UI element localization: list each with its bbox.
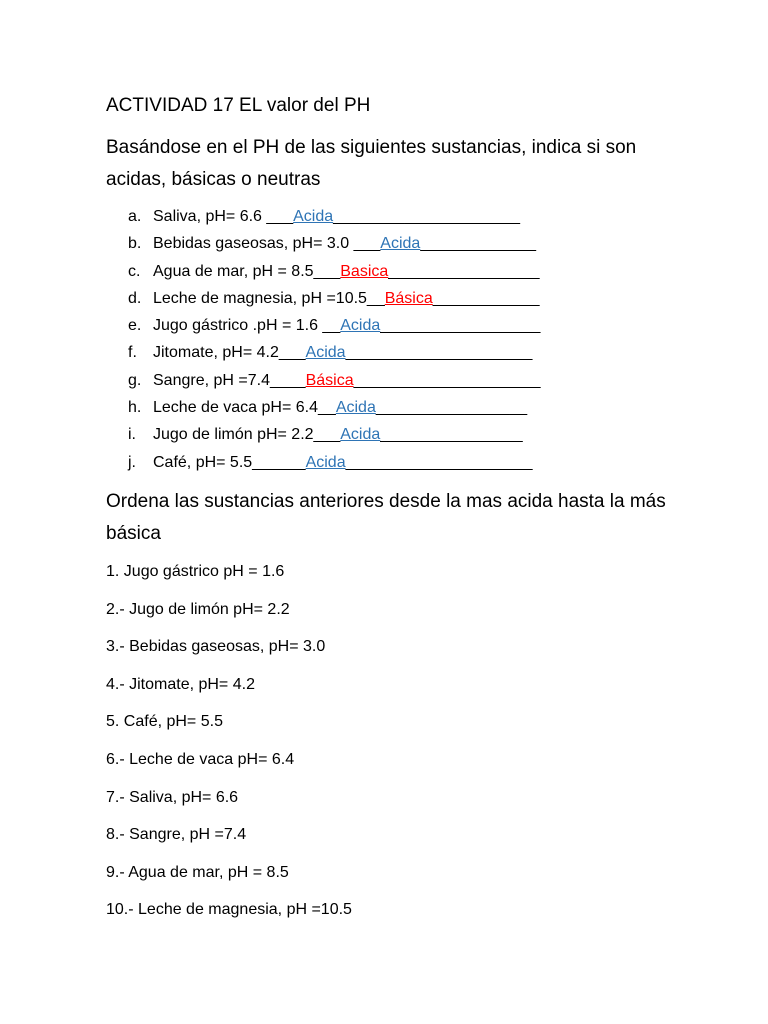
page-title: ACTIVIDAD 17 EL valor del PH — [106, 95, 371, 116]
item-suffix: _________________ — [375, 399, 528, 417]
item-answer: Acida — [340, 426, 381, 444]
list-item — [128, 339, 540, 366]
substance-classification-list — [128, 203, 540, 476]
item-letter: i. — [128, 426, 136, 444]
item-answer: Acida — [335, 399, 376, 417]
ordered-substance-list — [106, 558, 352, 934]
item-answer: Acida — [380, 235, 421, 253]
item-letter: e. — [128, 317, 142, 335]
item-letter: h. — [128, 399, 142, 417]
list-item: 1. Jugo gástrico pH = 1.6 — [106, 563, 285, 580]
item-prefix: Bebidas gaseosas, pH= 3.0 ___ — [153, 235, 381, 253]
item-answer: Acida — [293, 208, 334, 225]
list-item: 5. Café, pH= 5.5 — [106, 713, 223, 731]
item-prefix: Sangre, pH =7.4____ — [153, 371, 306, 389]
item-prefix: Saliva, pH= 6.6 ___ — [153, 208, 294, 225]
item-letter: g. — [128, 371, 142, 389]
list-item: 7.- Saliva, pH= 6.6 — [106, 788, 239, 806]
list-item — [128, 258, 540, 285]
instruction-text: Basándose en el PH de las siguientes sustancias, indica si son acidas, básicas o neutras — [106, 137, 637, 190]
list-item — [128, 312, 540, 339]
item-answer: Basica — [340, 262, 389, 280]
item-answer: Acida — [305, 453, 346, 471]
item-letter: d. — [128, 289, 142, 307]
item-suffix: _____________ — [420, 235, 536, 253]
item-suffix: _________________ — [388, 262, 540, 280]
list-item: 3.- Bebidas gaseosas, pH= 3.0 — [106, 638, 326, 656]
item-letter: b. — [128, 235, 142, 253]
item-prefix: Jitomate, pH= 4.2___ — [153, 344, 306, 362]
item-answer: Acida — [340, 317, 381, 335]
item-letter: c. — [128, 262, 141, 280]
item-suffix: _____________________ — [345, 344, 533, 362]
item-letter: j. — [128, 453, 136, 471]
list-item: 4.- Jitomate, pH= 4.2 — [106, 675, 255, 693]
list-item: 9.- Agua de mar, pH = 8.5 — [106, 863, 289, 881]
list-item: 6.- Leche de vaca pH= 6.4 — [106, 750, 295, 768]
list-item — [128, 203, 540, 230]
list-item — [128, 285, 540, 312]
item-prefix: Café, pH= 5.5______ — [153, 453, 306, 471]
item-prefix: Agua de mar, pH = 8.5___ — [153, 262, 341, 280]
item-letter: f. — [128, 344, 137, 362]
item-answer: Básica — [305, 371, 354, 389]
item-prefix: Leche de vaca pH= 6.4__ — [153, 399, 336, 417]
list-item — [128, 230, 540, 257]
list-item: 2.- Jugo de limón pH= 2.2 — [106, 600, 290, 618]
item-suffix: _____________________ — [333, 208, 520, 225]
list-item — [128, 421, 540, 448]
item-prefix: Jugo gástrico .pH = 1.6 __ — [153, 317, 341, 335]
list-item — [128, 449, 540, 476]
list-item: 8.- Sangre, pH =7.4 — [106, 826, 247, 844]
list-item: 10.- Leche de magnesia, pH =10.5 — [106, 901, 352, 919]
item-answer: Básica — [384, 289, 433, 307]
item-suffix: _____________________ — [345, 453, 533, 471]
list-item — [128, 394, 540, 421]
item-prefix: Jugo de limón pH= 2.2___ — [153, 426, 341, 444]
item-letter: a. — [128, 208, 142, 225]
list-item — [128, 367, 540, 394]
item-prefix: Leche de magnesia, pH =10.5__ — [153, 289, 385, 307]
item-suffix: __________________ — [380, 317, 541, 335]
order-section-title: Ordena las sustancias anteriores desde la mas acida hasta la más básica — [106, 491, 666, 544]
item-suffix: ____________ — [432, 289, 540, 307]
item-answer: Acida — [305, 344, 346, 362]
item-suffix: _____________________ — [353, 371, 541, 389]
item-suffix: ________________ — [380, 426, 523, 444]
